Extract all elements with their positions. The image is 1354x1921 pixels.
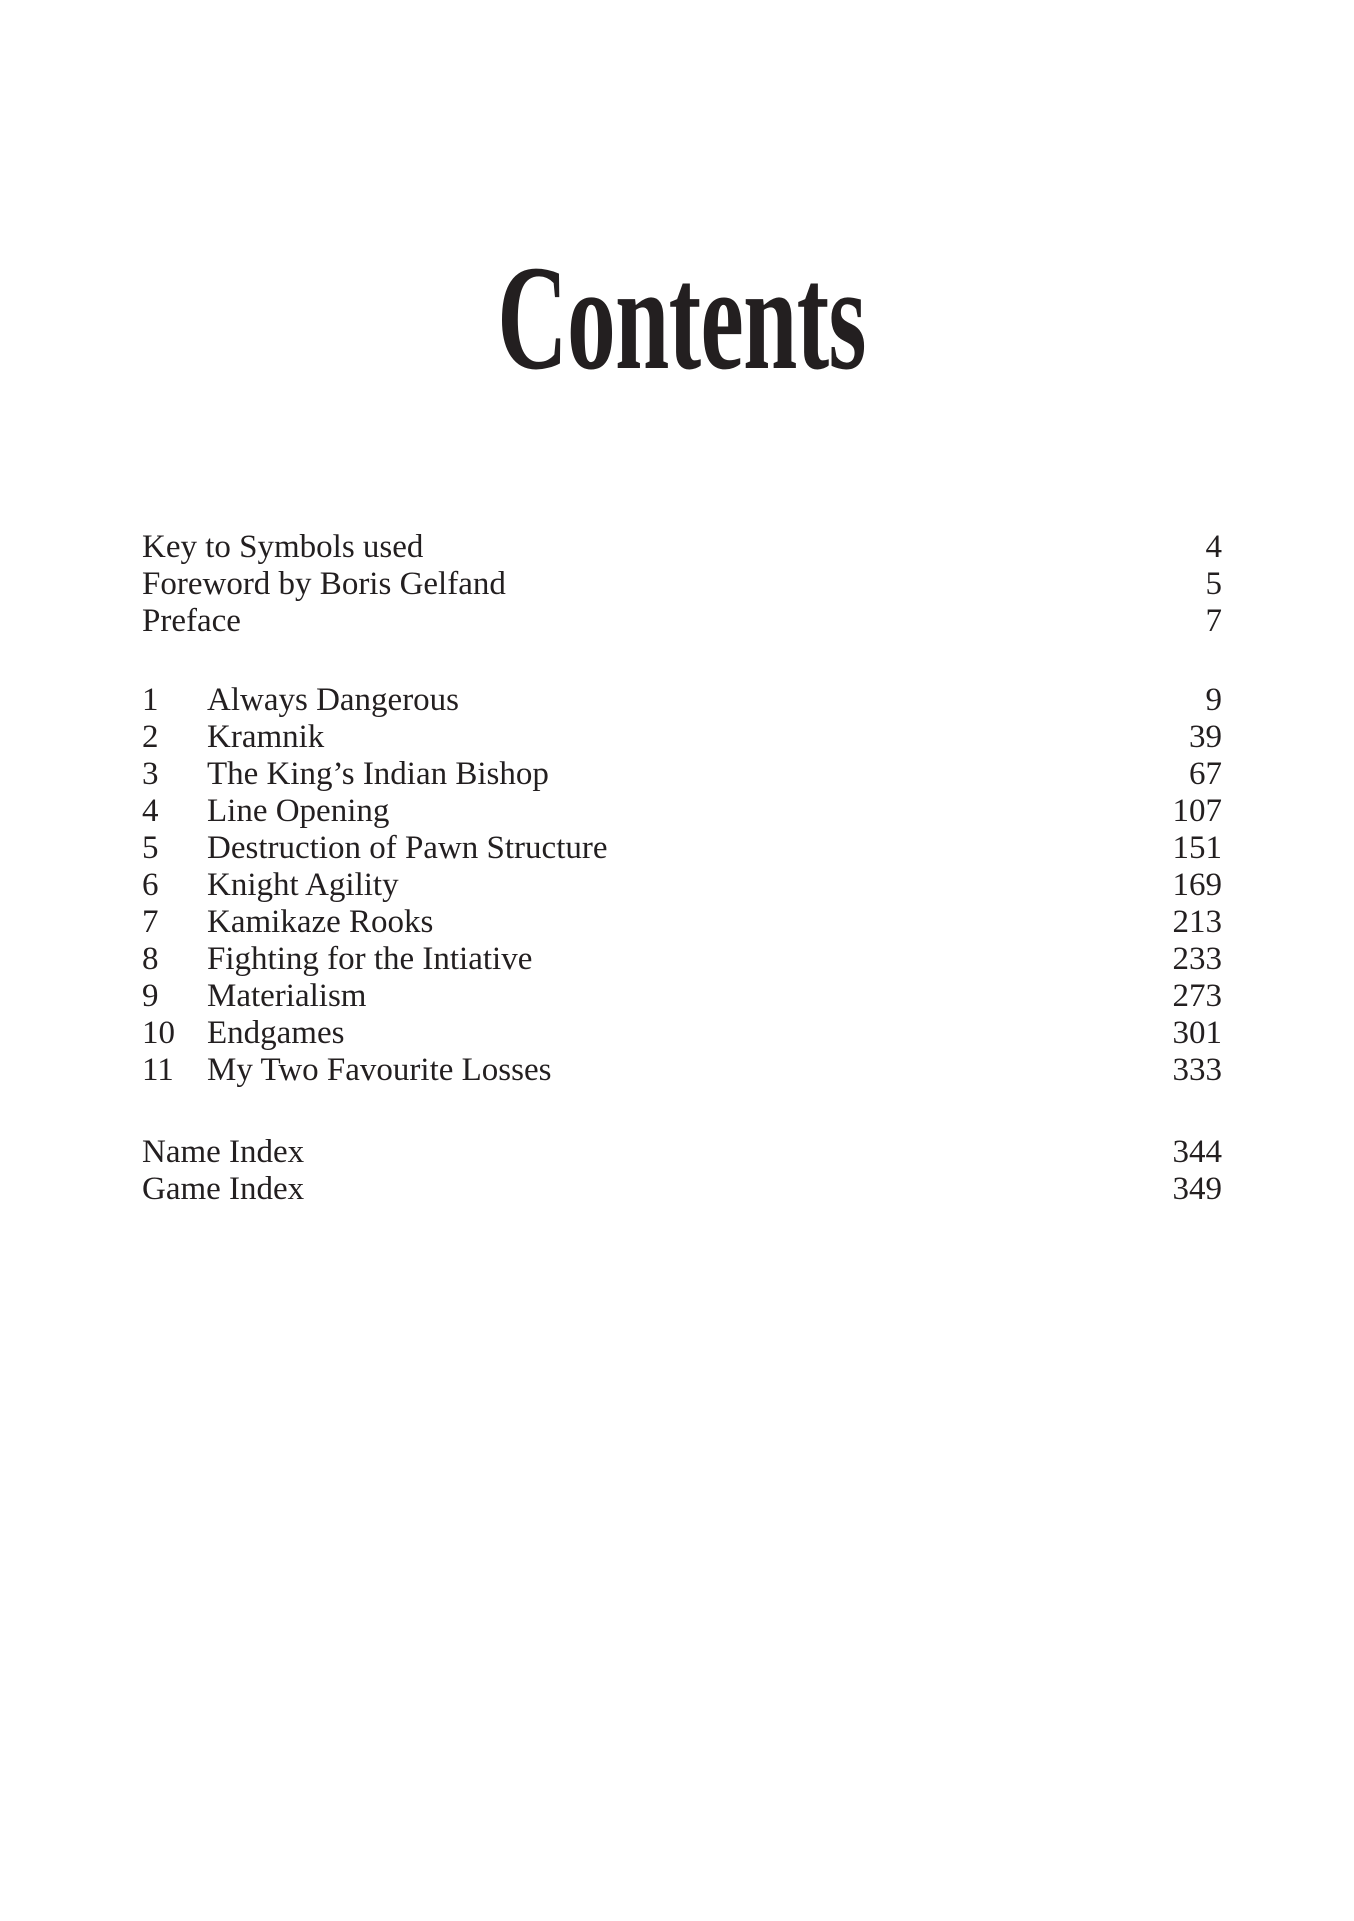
toc-entry [142, 719, 1222, 756]
toc-entry-page: 9 [1205, 681, 1222, 718]
toc-entry-page: 273 [1172, 977, 1222, 1014]
toc-entry [142, 529, 1222, 566]
toc-entry-label: Foreword by Boris Gelfand [142, 565, 506, 602]
toc-entry [142, 793, 1222, 830]
chapter-number: 10 [142, 1014, 175, 1051]
toc-entry [142, 756, 1222, 793]
toc-front-matter-list [142, 529, 1222, 640]
chapter-number: 7 [142, 903, 159, 940]
toc-entry-label: Name Index [142, 1133, 305, 1170]
toc-entry-label: Materialism [207, 977, 367, 1014]
toc-entry-page: 5 [1205, 565, 1222, 602]
toc-entry [142, 941, 1222, 978]
toc-entry-page: 7 [1205, 602, 1222, 639]
chapter-number: 1 [142, 681, 159, 718]
toc-entry-label: Always Dangerous [207, 681, 460, 718]
toc-entry-label: Destruction of Pawn Structure [207, 829, 608, 866]
toc-entry-page: 169 [1172, 866, 1222, 903]
chapter-number: 3 [142, 755, 159, 792]
chapter-number: 9 [142, 977, 159, 1014]
toc-back-matter-list [142, 1134, 1222, 1208]
toc-entry [142, 904, 1222, 941]
toc-entry-label: Key to Symbols used [142, 528, 424, 565]
toc-entry-page: 39 [1189, 718, 1222, 755]
toc-entry-label: Kamikaze Rooks [207, 903, 434, 940]
toc-entry-page: 67 [1189, 755, 1222, 792]
toc-entry-page: 233 [1172, 940, 1222, 977]
toc-entry-page: 213 [1172, 903, 1222, 940]
toc-entry-label: My Two Favourite Losses [207, 1051, 552, 1088]
toc-entry-page: 301 [1172, 1014, 1222, 1051]
toc-entry-page: 4 [1205, 528, 1222, 565]
toc-entry-label: Fighting for the Intiative [207, 940, 533, 977]
toc-entry [142, 830, 1222, 867]
toc-entry [142, 867, 1222, 904]
toc-entry [142, 682, 1222, 719]
toc-entry [142, 1052, 1222, 1089]
page-title-text: Contents [497, 234, 867, 401]
toc-entry-page: 107 [1172, 792, 1222, 829]
chapter-number: 4 [142, 792, 159, 829]
chapter-number: 5 [142, 829, 159, 866]
toc-entry [142, 1171, 1222, 1208]
chapter-number: 2 [142, 718, 159, 755]
toc-entry [142, 603, 1222, 640]
chapter-number: 8 [142, 940, 159, 977]
toc-entry-page: 349 [1172, 1170, 1222, 1207]
toc-entry [142, 566, 1222, 603]
toc-entry-page: 344 [1172, 1133, 1222, 1170]
toc-entry [142, 978, 1222, 1015]
toc-entry-label: Endgames [207, 1014, 345, 1051]
toc-entry-label: Preface [142, 602, 241, 639]
text-block [142, 0, 1222, 1208]
toc-entry-label: The King’s Indian Bishop [207, 755, 549, 792]
toc-entry-label: Game Index [142, 1170, 305, 1207]
toc-entry-label: Knight Agility [207, 866, 399, 903]
page-title [142, 101, 1222, 401]
chapter-number: 11 [142, 1051, 174, 1088]
toc-entry [142, 1134, 1222, 1171]
toc-entry-page: 151 [1172, 829, 1222, 866]
toc-entry [142, 1015, 1222, 1052]
toc-entry-label: Line Opening [207, 792, 390, 829]
chapter-number: 6 [142, 866, 159, 903]
toc-chapter-list [142, 682, 1222, 1089]
toc-entry-page: 333 [1172, 1051, 1222, 1088]
toc-entry-label: Kramnik [207, 718, 325, 755]
